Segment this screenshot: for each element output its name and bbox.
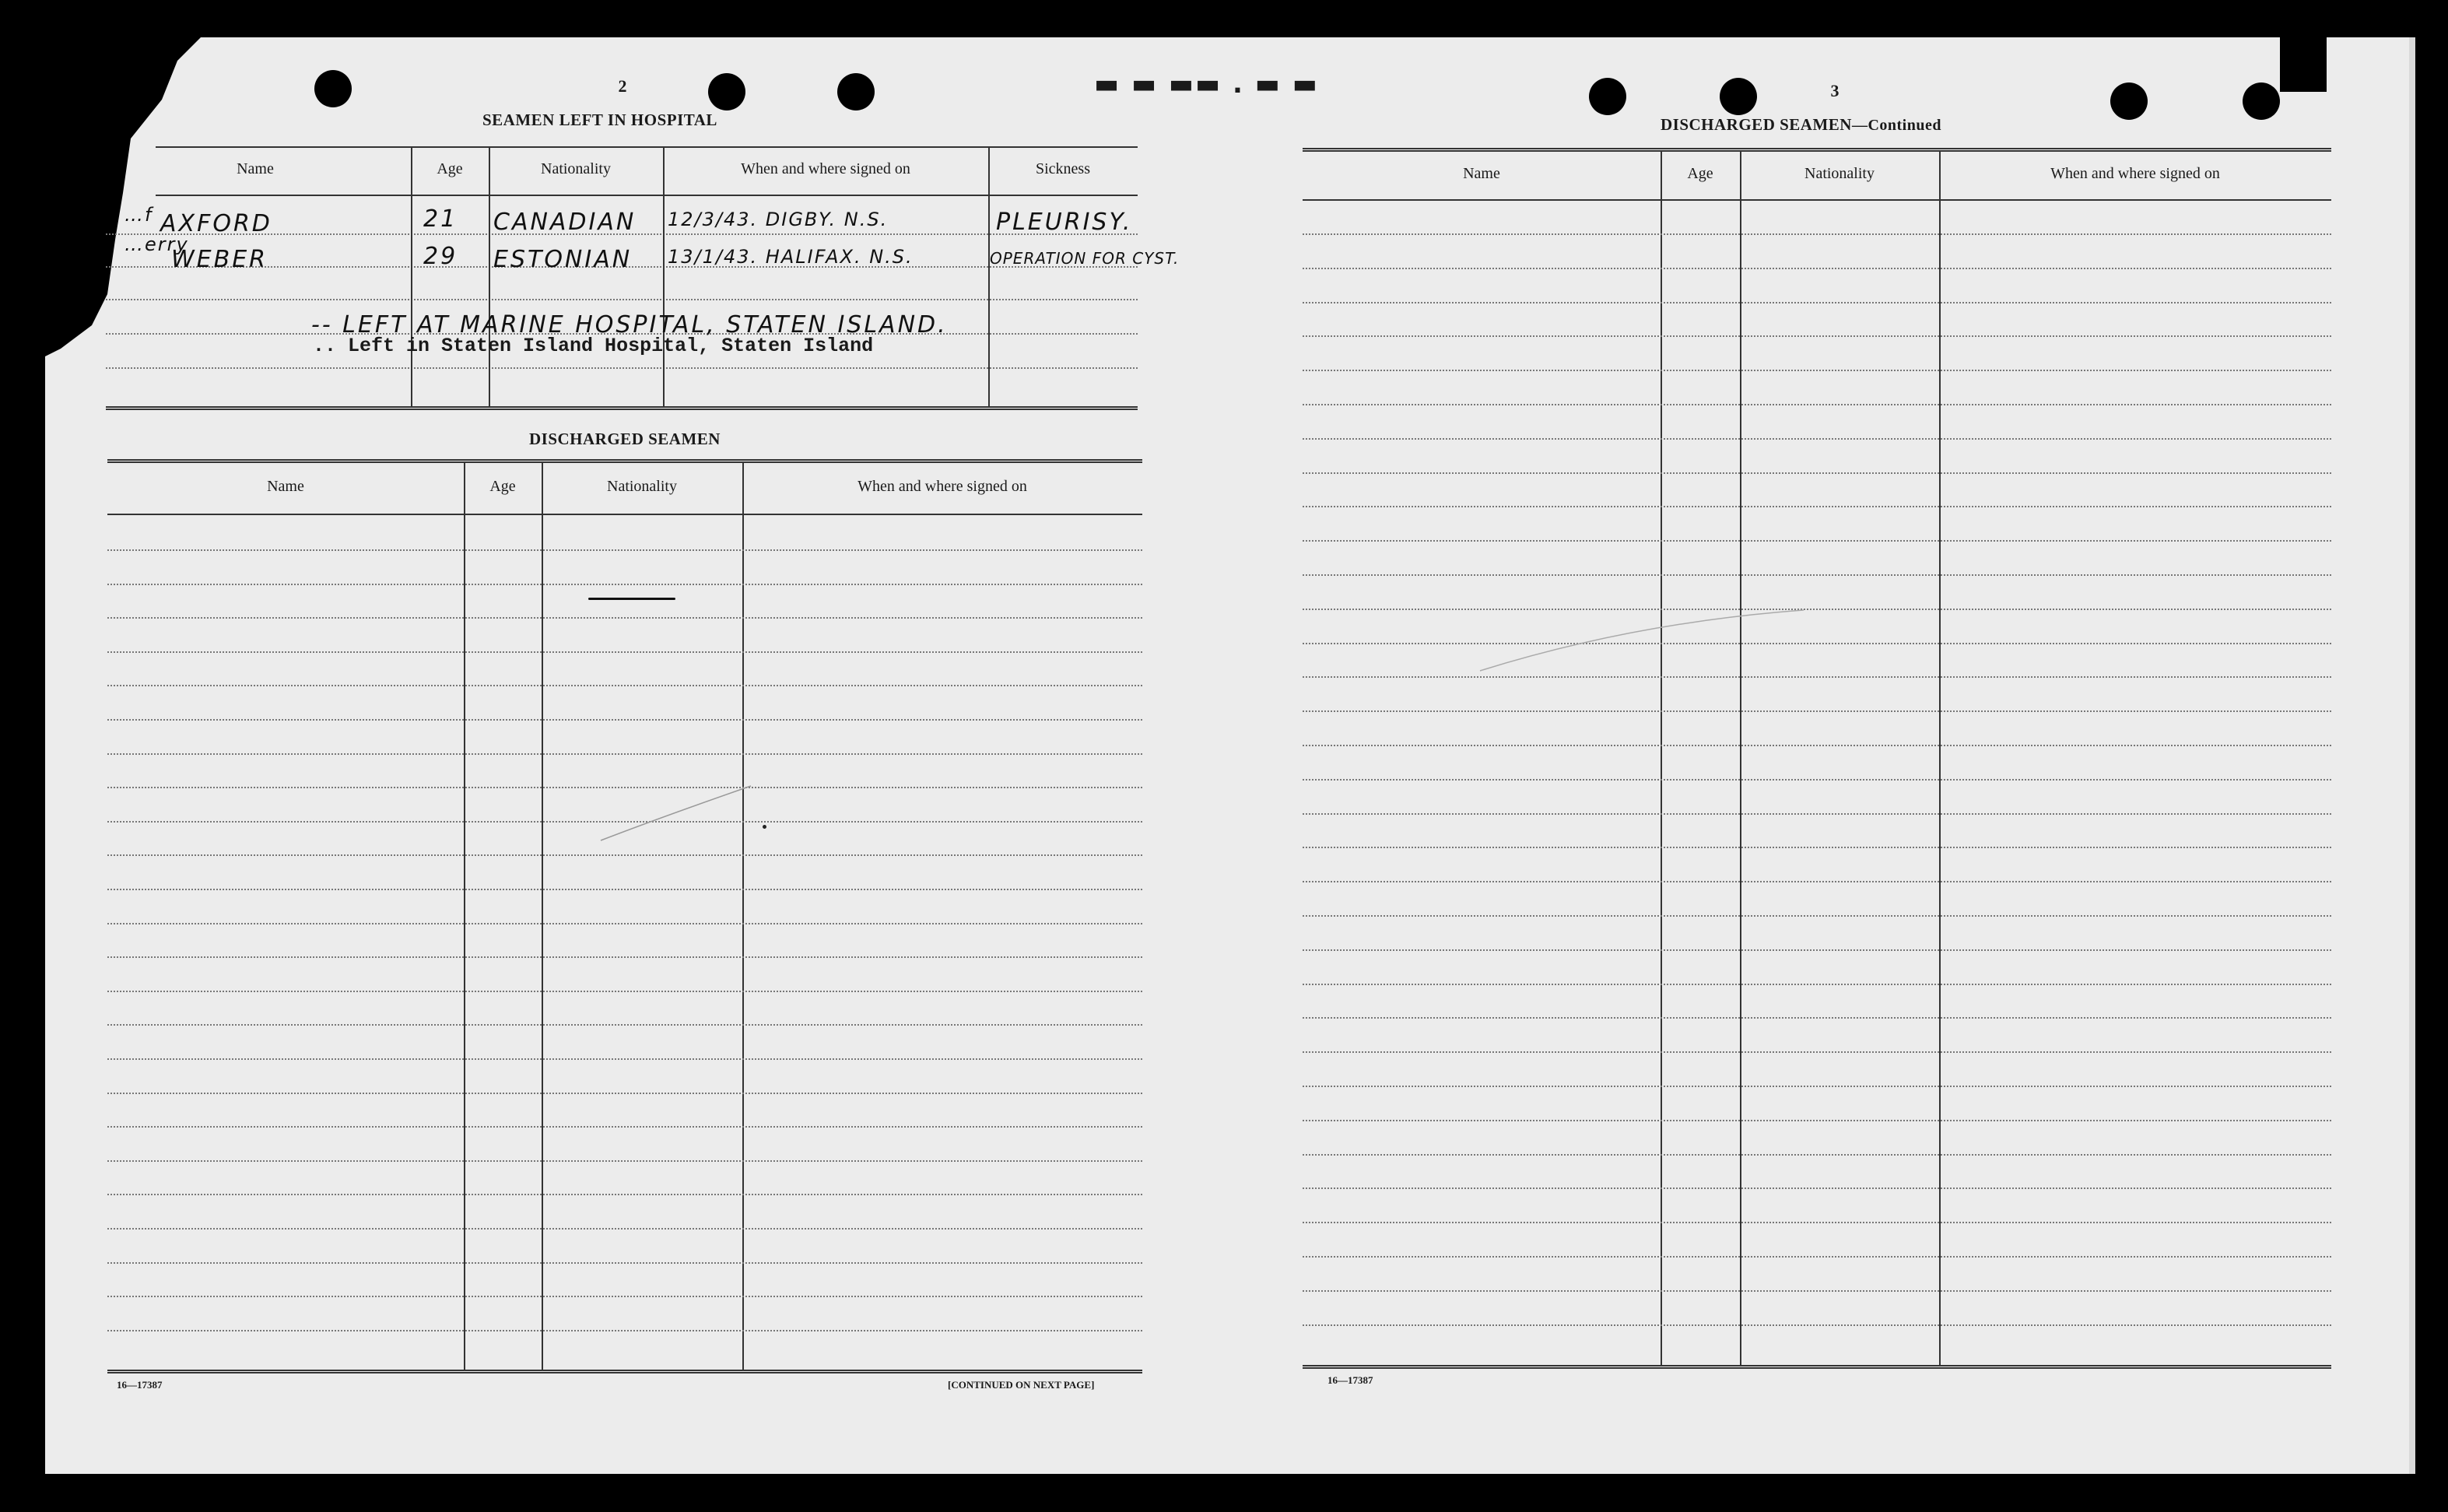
col-header-name: Name — [267, 478, 304, 495]
col-divider — [742, 462, 744, 1370]
form-number-right: 16—17387 — [1327, 1374, 1373, 1386]
typed-note: .. Left in Staten Island Hospital, Staten Island — [313, 335, 874, 357]
ruled-row — [107, 956, 1142, 958]
col-divider — [489, 146, 490, 406]
ruled-row — [1303, 643, 2331, 644]
pen-dash — [588, 598, 675, 600]
ruled-row — [1303, 881, 2331, 882]
ruled-row — [107, 685, 1142, 686]
ruled-row — [107, 1024, 1142, 1026]
ruled-row — [1303, 779, 2331, 781]
col-header-nationality: Nationality — [607, 478, 677, 495]
corner-tab — [2280, 37, 2327, 92]
rule — [1303, 199, 2331, 201]
ruled-row — [107, 1262, 1142, 1264]
ruled-row — [1303, 1324, 2331, 1326]
ruled-row — [1303, 404, 2331, 405]
row-nationality: CANADIAN — [493, 209, 637, 236]
col-divider — [988, 146, 990, 406]
stray-marks: ▬ ▬ ▬▬ . ▬ ▬ — [1094, 68, 1319, 100]
ruled-row — [1303, 1222, 2331, 1223]
col-header-age: Age — [1687, 165, 1713, 182]
ruled-row — [107, 617, 1142, 619]
ruled-row — [1303, 233, 2331, 235]
ruled-row — [1303, 1017, 2331, 1019]
ruled-row — [1303, 915, 2331, 917]
col-divider — [1740, 151, 1741, 1365]
ruled-row — [107, 889, 1142, 890]
ruled-row — [1303, 984, 2331, 985]
punch-hole — [708, 73, 745, 111]
ruled-row — [1303, 268, 2331, 269]
torn-corner — [45, 37, 224, 364]
row-age: 29 — [423, 243, 458, 270]
punch-hole — [1589, 78, 1626, 115]
ruled-row — [1303, 609, 2331, 610]
ruled-row — [107, 1058, 1142, 1060]
rule — [106, 406, 1138, 410]
ink-speck — [763, 825, 766, 829]
ruled-row — [107, 1194, 1142, 1195]
col-divider — [1661, 151, 1662, 1365]
row-nationality: ESTONIAN — [493, 246, 633, 273]
row-age: 21 — [423, 205, 458, 233]
ruled-row — [107, 1126, 1142, 1128]
ruled-row — [1303, 1256, 2331, 1258]
title-main: DISCHARGED SEAMEN — [1661, 115, 1852, 134]
rule — [107, 459, 1142, 463]
rule — [1303, 148, 2331, 152]
handwritten-note: -- LEFT AT MARINE HOSPITAL, STATEN ISLAND. — [311, 311, 948, 339]
ruled-row — [1303, 1187, 2331, 1189]
document-sheet — [45, 37, 2409, 1474]
ruled-row — [107, 1228, 1142, 1230]
pencil-stroke — [1478, 607, 1805, 677]
ruled-row — [107, 854, 1142, 856]
rule — [106, 367, 1138, 369]
rule — [156, 146, 1138, 148]
col-header-name: Name — [237, 160, 274, 177]
ruled-row — [107, 584, 1142, 585]
col-header-nationality: Nationality — [541, 160, 611, 177]
page-number-right: 3 — [1830, 81, 1840, 100]
ruled-row — [107, 1093, 1142, 1094]
rule — [107, 1370, 1142, 1373]
col-divider — [542, 462, 543, 1370]
title-suffix: —Continued — [1851, 117, 1941, 134]
ruled-row — [1303, 745, 2331, 746]
ruled-row — [107, 991, 1142, 992]
row-sickness: OPERATION FOR CYST. — [990, 249, 1180, 268]
row-sickness: PLEURISY. — [996, 209, 1133, 236]
row-signed-on: 13/1/43. HALIFAX. N.S. — [668, 246, 914, 268]
col-header-signed-on: When and where signed on — [858, 478, 1027, 495]
ruled-row — [1303, 813, 2331, 815]
rule — [1303, 1365, 2331, 1369]
row-signed-on: 12/3/43. DIGBY. N.S. — [668, 209, 889, 230]
ruled-row — [1303, 540, 2331, 542]
row-name-prefix: …erry — [125, 233, 189, 255]
col-divider — [464, 462, 465, 1370]
ruled-row — [1303, 506, 2331, 507]
form-number-left: 16—17387 — [117, 1379, 163, 1391]
row-name-prefix: …f — [125, 204, 153, 226]
ruled-row — [1303, 1051, 2331, 1053]
discharged-section-title: DISCHARGED SEAMEN — [529, 430, 721, 448]
page-number-left: 2 — [618, 76, 627, 96]
ruled-row — [107, 651, 1142, 653]
ruled-row — [1303, 370, 2331, 371]
ruled-row — [107, 753, 1142, 755]
col-header-signed-on: When and where signed on — [741, 160, 910, 177]
ruled-row — [1303, 847, 2331, 848]
col-header-name: Name — [1463, 165, 1500, 182]
ruled-row — [1303, 438, 2331, 440]
ruled-row — [1303, 335, 2331, 337]
rule — [107, 514, 1142, 515]
discharged-continued-title — [1661, 115, 1941, 135]
ruled-row — [107, 1330, 1142, 1331]
ruled-row — [1303, 1290, 2331, 1292]
ruled-row — [107, 1160, 1142, 1162]
rule — [106, 299, 1138, 300]
punch-hole — [1720, 78, 1757, 115]
ruled-row — [1303, 302, 2331, 303]
col-divider — [411, 146, 412, 406]
ruled-row — [107, 549, 1142, 551]
ruled-row — [1303, 1086, 2331, 1087]
punch-hole — [837, 73, 875, 111]
ruled-row — [107, 1296, 1142, 1297]
col-header-nationality: Nationality — [1804, 165, 1875, 182]
col-header-age: Age — [437, 160, 463, 177]
col-header-age: Age — [489, 478, 516, 495]
ruled-row — [107, 719, 1142, 721]
paper-edge — [2409, 37, 2415, 1474]
ruled-row — [1303, 1154, 2331, 1156]
punch-hole — [314, 70, 352, 107]
continued-label: [CONTINUED ON NEXT PAGE] — [948, 1379, 1095, 1391]
ruled-row — [1303, 1120, 2331, 1121]
ruled-row — [1303, 710, 2331, 712]
col-divider — [1939, 151, 1941, 1365]
punch-hole — [2243, 82, 2280, 120]
ruled-row — [1303, 676, 2331, 678]
rule — [156, 195, 1138, 196]
row-name: WEBER — [171, 246, 268, 273]
row-name: AXFORD — [160, 210, 272, 237]
pencil-stroke — [599, 778, 755, 848]
ruled-row — [107, 923, 1142, 924]
punch-hole — [2110, 82, 2148, 120]
hospital-section-title: SEAMEN LEFT IN HOSPITAL — [482, 111, 717, 129]
ruled-row — [1303, 574, 2331, 576]
ruled-row — [1303, 472, 2331, 474]
ruled-row — [1303, 949, 2331, 951]
col-divider — [663, 146, 665, 406]
col-header-sickness: Sickness — [1036, 160, 1090, 177]
col-header-signed-on: When and where signed on — [2050, 165, 2220, 182]
